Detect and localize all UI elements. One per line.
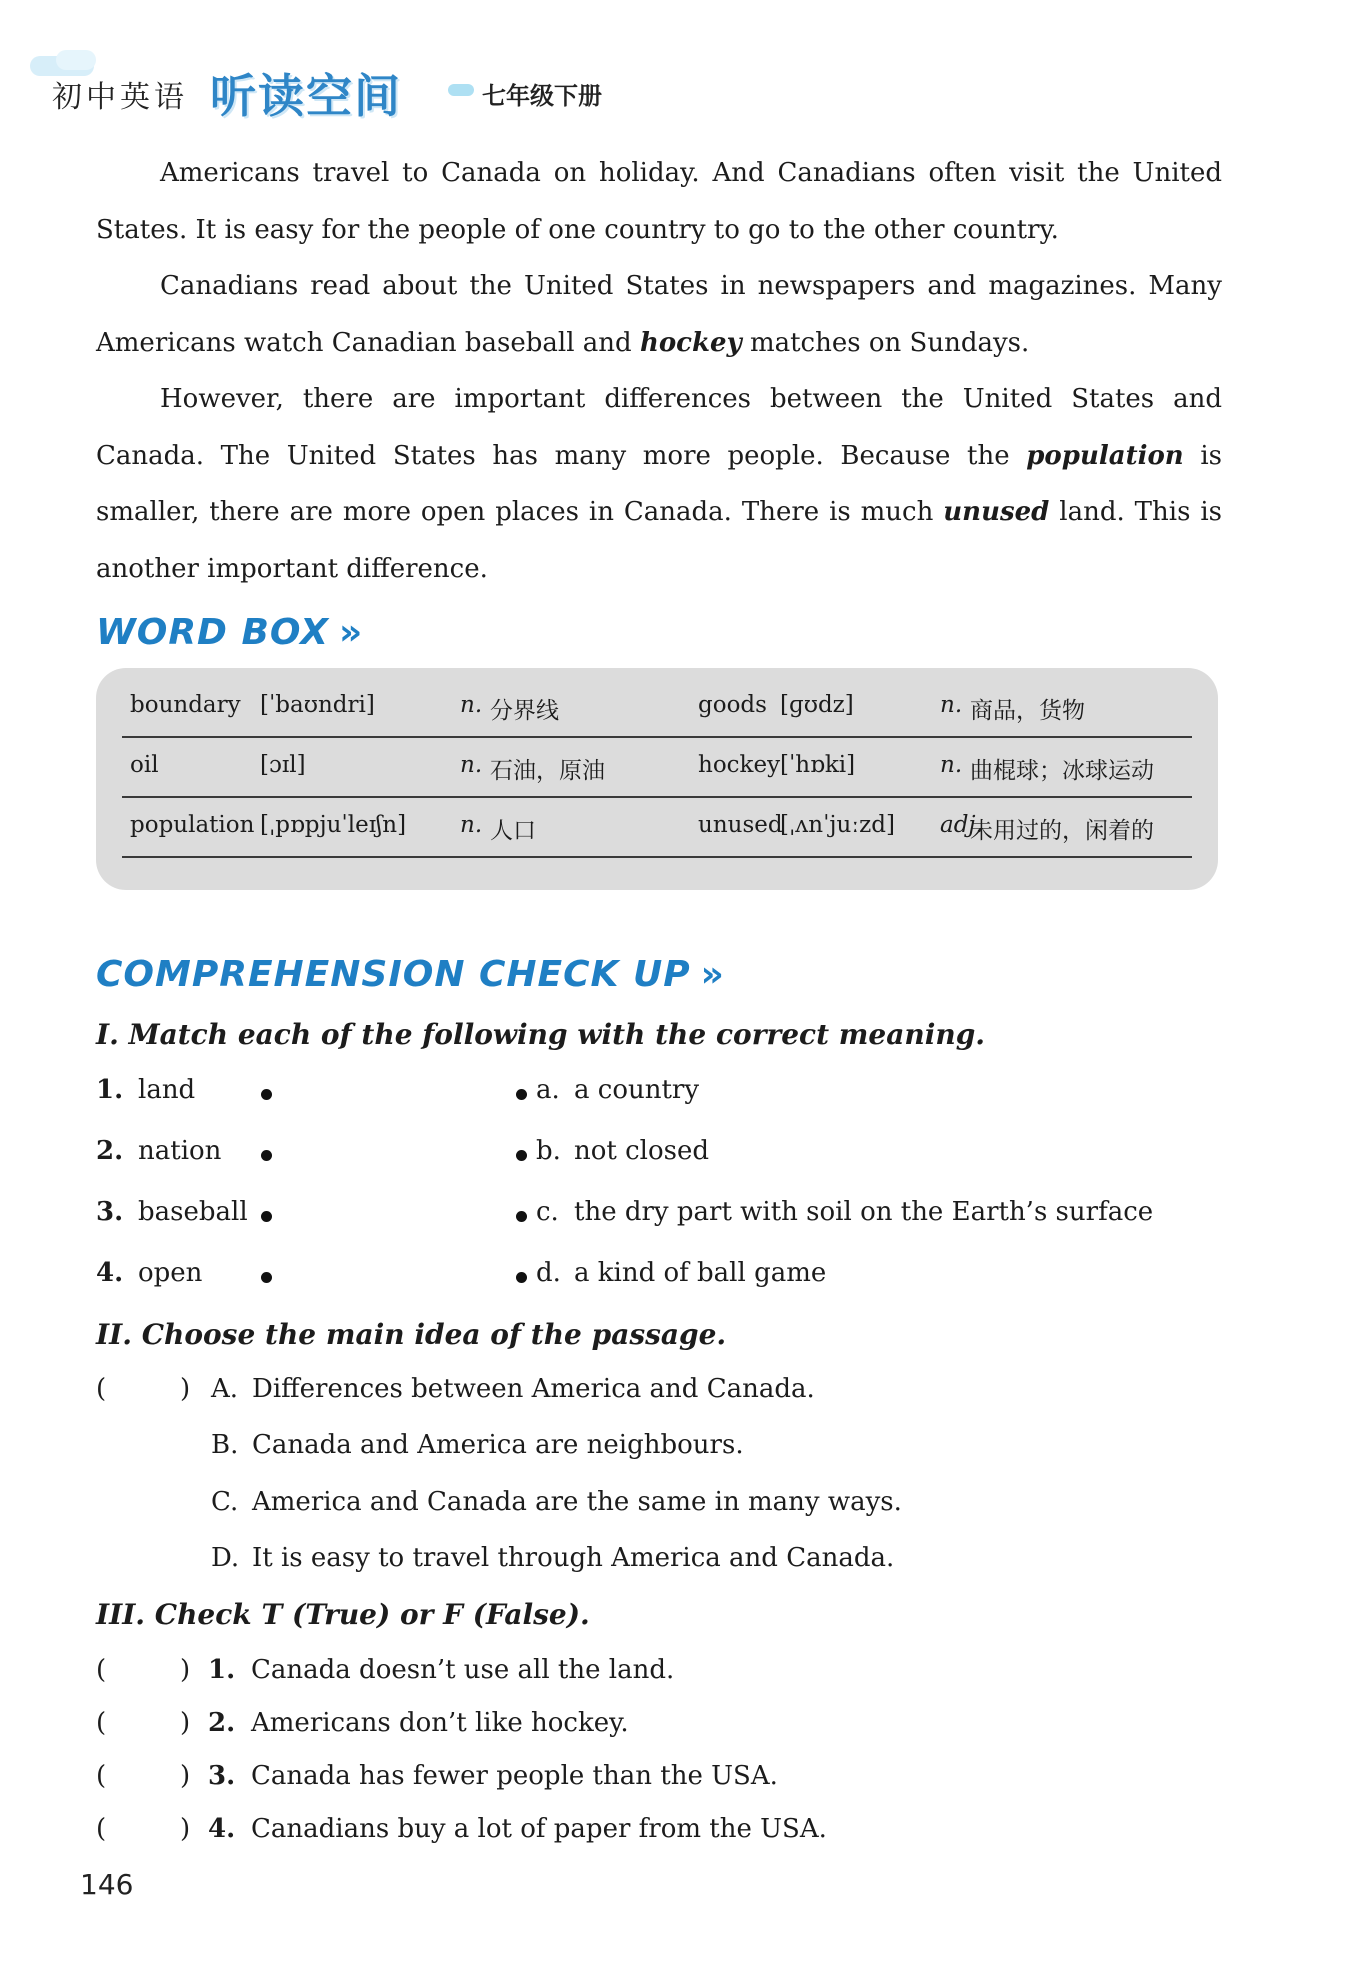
match-word: land xyxy=(138,1075,196,1105)
vocab-word: boundary xyxy=(130,692,241,718)
match-word: baseball xyxy=(138,1197,248,1227)
vocab-highlight-wrapper xyxy=(640,328,742,358)
match-number: 4. xyxy=(96,1258,124,1288)
tf-number: 3. xyxy=(208,1761,236,1791)
match-number: 2. xyxy=(96,1136,124,1166)
vocab-phonetic: [ˌʌnˈjuːzd] xyxy=(780,812,895,838)
cloud-decoration-icon xyxy=(56,50,96,70)
match-dot-right[interactable] xyxy=(516,1211,527,1222)
vocab-phonetic: [ɡʊdz] xyxy=(780,692,854,718)
match-item xyxy=(96,1136,1196,1176)
answer-blank-close: ) xyxy=(180,1708,191,1738)
comprehension-heading-text: COMPREHENSION CHECK UP xyxy=(96,954,691,995)
answer-blank-close: ) xyxy=(180,1814,191,1844)
vocab-pos: n. xyxy=(460,812,483,838)
word-box-row xyxy=(122,736,1192,798)
vocab-highlight: hockey xyxy=(639,327,742,358)
tf-item xyxy=(96,1655,1196,1695)
option-letter: D. xyxy=(211,1543,240,1573)
match-number: 3. xyxy=(96,1197,124,1227)
option-text: Canada and America are neighbours. xyxy=(252,1430,744,1460)
vocab-highlight-wrapper xyxy=(943,497,1049,527)
option-letter: C. xyxy=(211,1487,239,1517)
vocab-phonetic: [ˈbaʊndri] xyxy=(260,692,375,718)
match-dot-right[interactable] xyxy=(516,1150,527,1161)
tf-number: 4. xyxy=(208,1814,236,1844)
match-word: open xyxy=(138,1258,203,1288)
vocab-pos: n. xyxy=(940,752,963,778)
vocab-meaning: 石油，原油 xyxy=(490,758,605,784)
match-meaning: not closed xyxy=(574,1136,710,1166)
match-dot-left[interactable] xyxy=(261,1272,272,1283)
passage-text: However, there are important differences between the United States and Canada. The United States has many more people. Because the xyxy=(96,384,1222,471)
passage-paragraph xyxy=(96,258,1222,371)
chevron-right-icon: » xyxy=(338,612,364,653)
option-text: It is easy to travel through America and Canada. xyxy=(252,1543,895,1573)
tf-item xyxy=(96,1814,1196,1854)
grade-label: 七年级下册 xyxy=(482,82,602,110)
match-letter: a. xyxy=(536,1075,560,1105)
vocab-meaning: 人口 xyxy=(490,818,536,844)
passage-text: land. This is another important difference. xyxy=(96,497,1222,584)
answer-blank-close: ) xyxy=(180,1374,191,1404)
answer-blank-open[interactable]: ( xyxy=(96,1814,107,1844)
passage-text: Americans travel to Canada on holiday. And Canadians often visit the United States. It is easy for the people of one country to go to the other country. xyxy=(96,158,1222,245)
vocab-phonetic: [ɔɪl] xyxy=(260,752,306,778)
cloud-decoration-icon xyxy=(448,84,474,96)
option-text: America and Canada are the same in many ways. xyxy=(252,1487,902,1517)
page-number: 146 xyxy=(80,1868,134,1901)
match-item xyxy=(96,1075,1196,1115)
match-number: 1. xyxy=(96,1075,124,1105)
answer-blank-open[interactable]: ( xyxy=(96,1655,107,1685)
match-dot-left[interactable] xyxy=(261,1089,272,1100)
vocab-pos: n. xyxy=(460,692,483,718)
part3-title: III. Check T (True) or F (False). xyxy=(96,1598,590,1631)
vocab-word: population xyxy=(130,812,255,838)
match-item xyxy=(96,1258,1196,1298)
match-meaning: the dry part with soil on the Earth’s surface xyxy=(574,1197,1154,1227)
word-box-row xyxy=(122,676,1192,738)
passage-paragraph xyxy=(96,145,1222,258)
comprehension-heading xyxy=(96,954,725,995)
passage-paragraph xyxy=(96,371,1222,597)
vocab-word: unused xyxy=(698,812,783,838)
vocab-meaning: 未用过的，闲着的 xyxy=(970,818,1154,844)
option-text: Differences between America and Canada. xyxy=(252,1374,815,1404)
vocab-phonetic: [ˌpɒpjuˈleɪʃn] xyxy=(260,812,407,838)
passage-text: Canadians read about the United States in newspapers and magazines. Many Americans watch Canadian baseball and xyxy=(96,271,1222,358)
word-box-row xyxy=(122,796,1192,858)
option-letter: B. xyxy=(211,1430,239,1460)
tf-item xyxy=(96,1761,1196,1801)
vocab-highlight-wrapper xyxy=(1026,441,1183,471)
tf-number: 2. xyxy=(208,1708,236,1738)
vocab-meaning: 商品，货物 xyxy=(970,698,1085,724)
match-dot-right[interactable] xyxy=(516,1089,527,1100)
passage-text: matches on Sundays. xyxy=(741,327,1030,358)
choice-option xyxy=(96,1543,1196,1583)
part1-title: I. Match each of the following with the correct meaning. xyxy=(96,1018,986,1051)
match-letter: b. xyxy=(536,1136,561,1166)
vocab-pos: n. xyxy=(460,752,483,778)
word-box-heading xyxy=(96,612,363,653)
match-dot-right[interactable] xyxy=(516,1272,527,1283)
tf-statement: Canada doesn’t use all the land. xyxy=(251,1655,675,1685)
vocab-pos: adj. xyxy=(940,812,983,838)
match-item xyxy=(96,1197,1196,1237)
tf-statement: Canadians buy a lot of paper from the USA. xyxy=(251,1814,827,1844)
answer-blank-open[interactable]: ( xyxy=(96,1761,107,1791)
passage-text: is smaller, there are more open places in Canada. There is much xyxy=(96,440,1222,527)
option-letter: A. xyxy=(211,1374,239,1404)
tf-statement: Canada has fewer people than the USA. xyxy=(251,1761,778,1791)
vocab-word: oil xyxy=(130,752,159,778)
reading-passage xyxy=(96,145,1222,597)
answer-blank-open[interactable]: ( xyxy=(96,1374,107,1404)
match-word: nation xyxy=(138,1136,222,1166)
answer-blank-close: ) xyxy=(180,1655,191,1685)
tf-number: 1. xyxy=(208,1655,236,1685)
choice-option xyxy=(96,1487,1196,1527)
match-letter: c. xyxy=(536,1197,559,1227)
vocab-highlight: population xyxy=(1026,440,1184,471)
chevron-right-icon: » xyxy=(700,954,725,995)
match-letter: d. xyxy=(536,1258,561,1288)
choice-option xyxy=(96,1374,1196,1414)
answer-blank-close: ) xyxy=(180,1761,191,1791)
tf-statement: Americans don’t like hockey. xyxy=(251,1708,629,1738)
word-box xyxy=(96,668,1218,890)
page-header xyxy=(30,50,1320,130)
vocab-meaning: 分界线 xyxy=(490,698,559,724)
match-dot-left[interactable] xyxy=(261,1211,272,1222)
brand-logo: 听读空间 xyxy=(210,69,402,123)
part2-title: II. Choose the main idea of the passage. xyxy=(96,1318,727,1351)
word-box-heading-text: WORD BOX xyxy=(96,612,329,653)
vocab-word: goods xyxy=(698,692,767,718)
book-title: 初中英语 xyxy=(52,80,188,115)
vocab-pos: n. xyxy=(940,692,963,718)
vocab-meaning: 曲棍球；冰球运动 xyxy=(970,758,1154,784)
answer-blank-open[interactable]: ( xyxy=(96,1708,107,1738)
match-meaning: a kind of ball game xyxy=(574,1258,827,1288)
vocab-phonetic: [ˈhɒki] xyxy=(780,752,856,778)
match-dot-left[interactable] xyxy=(261,1150,272,1161)
vocab-highlight: unused xyxy=(943,497,1050,527)
choice-option xyxy=(96,1430,1196,1470)
match-meaning: a country xyxy=(574,1075,700,1105)
tf-item xyxy=(96,1708,1196,1748)
vocab-word: hockey xyxy=(698,752,781,778)
